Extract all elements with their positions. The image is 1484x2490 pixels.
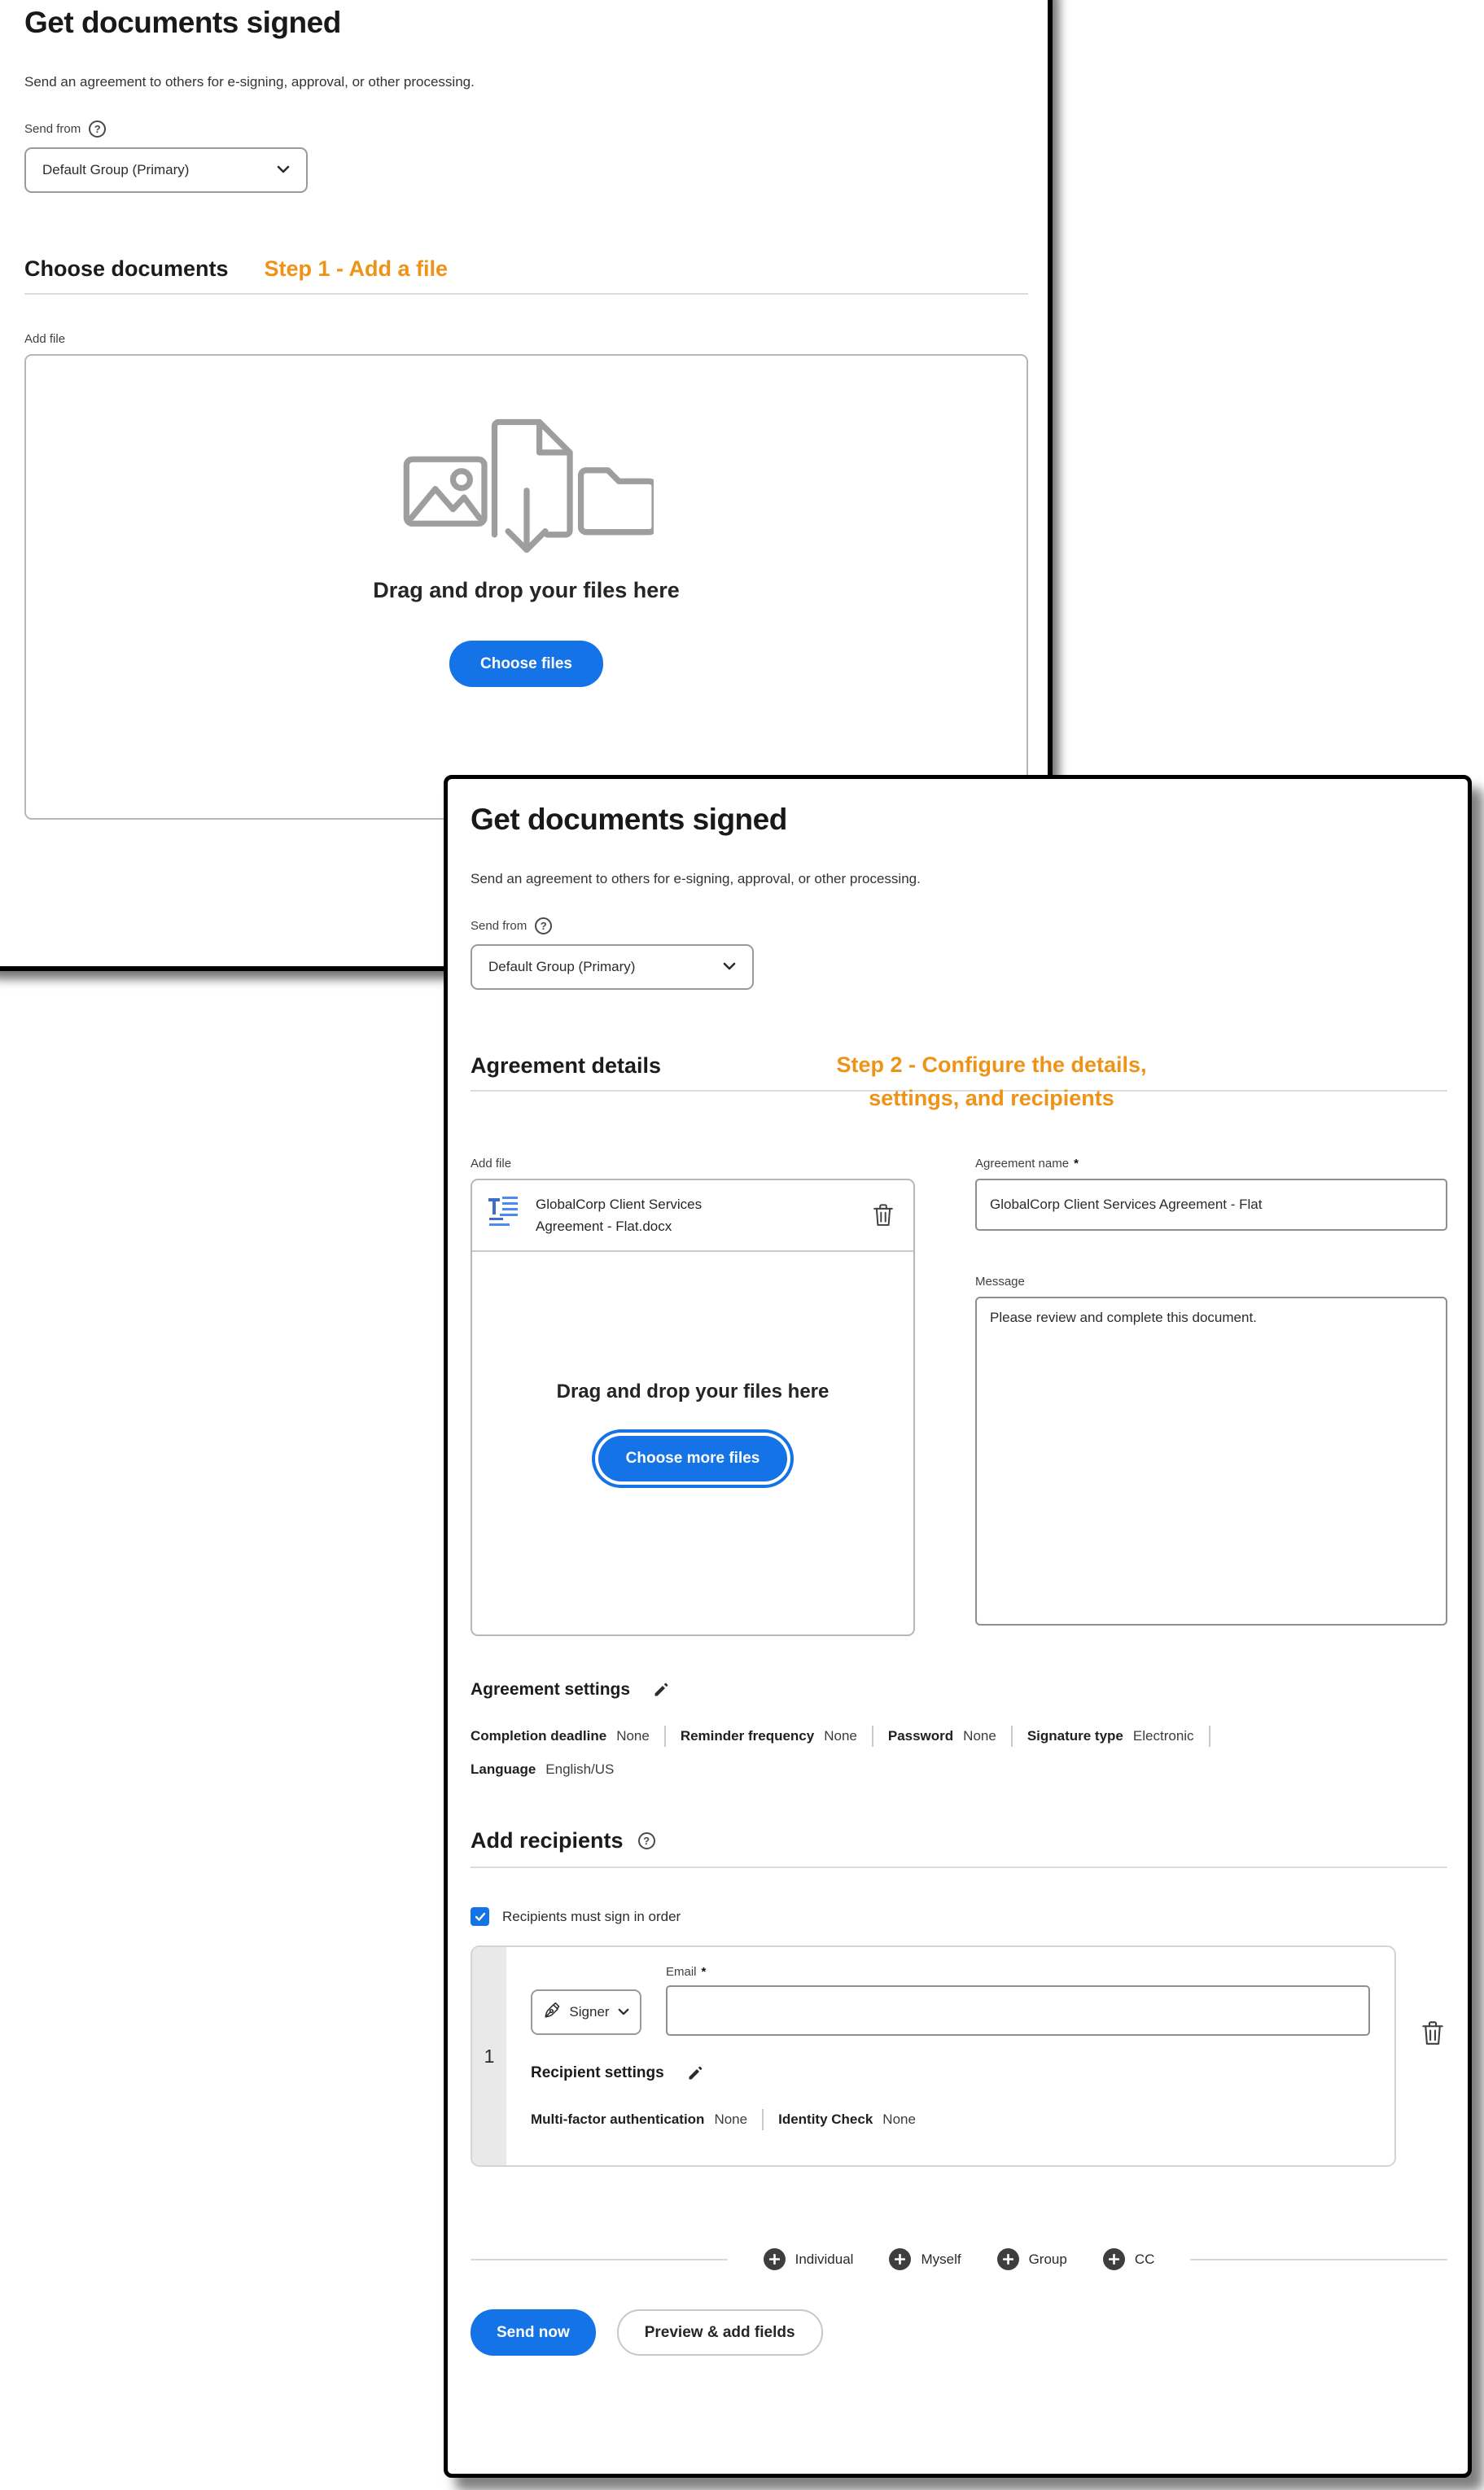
edit-settings-button[interactable] bbox=[650, 1678, 672, 1701]
required-mark: * bbox=[701, 1965, 707, 1979]
required-mark: * bbox=[1074, 1157, 1079, 1171]
recipient-email-input[interactable] bbox=[666, 1985, 1370, 2036]
send-from-select[interactable] bbox=[471, 944, 754, 990]
send-from-label-row bbox=[471, 917, 1447, 934]
plus-icon bbox=[889, 2248, 911, 2270]
recipient-index: 1 bbox=[472, 1947, 506, 2165]
send-from-label: Send from bbox=[471, 919, 527, 933]
help-icon[interactable]: ? bbox=[638, 1832, 655, 1849]
divider bbox=[1209, 1726, 1210, 1747]
preview-add-fields-button[interactable]: Preview & add fields bbox=[617, 2309, 823, 2356]
send-from-label: Send from bbox=[24, 122, 81, 136]
divider bbox=[471, 2259, 728, 2260]
plus-icon bbox=[764, 2248, 786, 2270]
file-dropzone[interactable] bbox=[24, 354, 1028, 820]
plus-icon bbox=[1103, 2248, 1125, 2270]
step2-line2: settings, and recipients bbox=[869, 1086, 1114, 1110]
pen-nib-icon bbox=[543, 2002, 561, 2024]
step2-annotation bbox=[731, 1048, 1252, 1115]
agreement-name-label: Agreement name * bbox=[975, 1157, 1079, 1171]
divider bbox=[1011, 1726, 1013, 1747]
recipient-role-value: Signer bbox=[569, 2004, 610, 2020]
edit-recipient-settings-button[interactable] bbox=[684, 2062, 707, 2085]
page-title: Get documents signed bbox=[24, 6, 341, 39]
help-icon[interactable]: ? bbox=[89, 120, 106, 138]
recipient-settings-heading: Recipient settings bbox=[531, 2064, 664, 2081]
add-group-button[interactable]: Group bbox=[997, 2248, 1067, 2270]
text-document-icon bbox=[488, 1197, 518, 1235]
message-label: Message bbox=[975, 1275, 1025, 1289]
chevron-down-icon bbox=[723, 960, 736, 974]
recipient-card bbox=[471, 1945, 1396, 2167]
message-textarea[interactable] bbox=[975, 1297, 1447, 1626]
agreement-settings-heading: Agreement settings bbox=[471, 1680, 631, 1699]
section-divider bbox=[471, 1866, 1447, 1868]
agreement-name-input[interactable] bbox=[975, 1179, 1447, 1231]
page-title: Get documents signed bbox=[471, 803, 787, 836]
step2-line1: Step 2 - Configure the details, bbox=[836, 1052, 1147, 1077]
delete-recipient-button[interactable] bbox=[1418, 2017, 1447, 2050]
divider bbox=[664, 1726, 666, 1747]
recipient-role-select[interactable] bbox=[531, 1989, 641, 2035]
help-icon[interactable]: ? bbox=[535, 917, 552, 934]
choose-files-button[interactable]: Choose files bbox=[449, 641, 603, 687]
add-file-label: Add file bbox=[24, 332, 66, 346]
dropzone-text: Drag and drop your files here bbox=[373, 578, 680, 602]
step1-annotation: Step 1 - Add a file bbox=[264, 256, 449, 281]
send-now-button[interactable]: Send now bbox=[471, 2309, 596, 2356]
agreement-settings-row2: Language English/US bbox=[471, 1761, 615, 1777]
add-cc-button[interactable]: CC bbox=[1103, 2248, 1155, 2270]
choose-more-files-button[interactable]: Choose more files bbox=[598, 1436, 788, 1481]
add-myself-button[interactable]: Myself bbox=[889, 2248, 961, 2270]
agreement-details-heading: Agreement details bbox=[471, 1053, 662, 1078]
add-individual-button[interactable]: Individual bbox=[764, 2248, 854, 2270]
step2-window bbox=[444, 775, 1472, 2478]
add-file-label: Add file bbox=[471, 1157, 512, 1171]
recipient-auth-row: Multi-factor authentication None Identity Check None bbox=[531, 2109, 1370, 2130]
section-divider bbox=[24, 293, 1028, 295]
file-dropzone[interactable] bbox=[471, 1179, 915, 1636]
choose-documents-heading: Choose documents bbox=[24, 256, 229, 281]
sign-in-order-checkbox[interactable] bbox=[471, 1907, 489, 1926]
chevron-down-icon bbox=[277, 163, 290, 177]
delete-file-button[interactable] bbox=[869, 1200, 897, 1231]
dropzone-inner[interactable] bbox=[472, 1252, 913, 1634]
page-subtitle: Send an agreement to others for e-signing, approval, or other processing. bbox=[24, 74, 475, 90]
divider bbox=[762, 2109, 764, 2130]
agreement-settings-row1: Completion deadline None Reminder frequency None Password None Signature type Electronic bbox=[471, 1726, 1447, 1747]
send-from-label-row bbox=[24, 120, 1028, 138]
sign-in-order-label: Recipients must sign in order bbox=[502, 1908, 681, 1924]
chevron-down-icon bbox=[618, 2005, 629, 2020]
divider bbox=[1190, 2259, 1447, 2260]
email-label: Email * bbox=[666, 1965, 707, 1979]
send-from-value: Default Group (Primary) bbox=[488, 959, 636, 974]
plus-icon bbox=[997, 2248, 1019, 2270]
add-recipients-heading: Add recipients bbox=[471, 1828, 624, 1853]
file-name: GlobalCorp Client Services Agreement - Flat.docx bbox=[536, 1197, 703, 1234]
send-from-select[interactable] bbox=[24, 147, 308, 193]
send-from-value: Default Group (Primary) bbox=[42, 162, 190, 177]
file-list-item bbox=[472, 1180, 913, 1252]
dropzone-text: Drag and drop your files here bbox=[556, 1381, 830, 1403]
divider bbox=[872, 1726, 873, 1747]
page-subtitle: Send an agreement to others for e-signing, approval, or other processing. bbox=[471, 871, 921, 886]
dropzone-files-icon bbox=[400, 413, 654, 563]
